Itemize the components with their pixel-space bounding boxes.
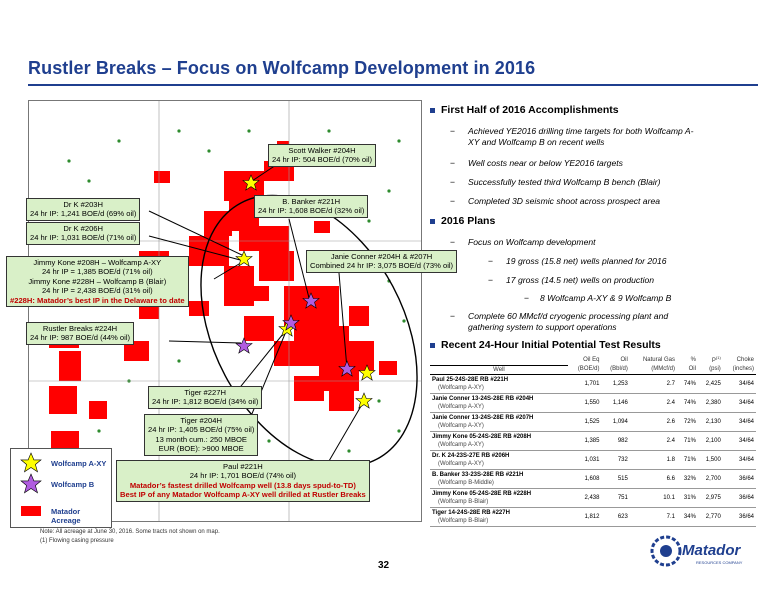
cell-oil: 732 bbox=[601, 450, 629, 469]
dash: − bbox=[488, 256, 494, 266]
col-header: (psi) bbox=[698, 365, 723, 374]
callout-line: Scott Walker #204H bbox=[288, 146, 356, 155]
table-row bbox=[430, 393, 756, 412]
well-name: Tiger 14-24S-28E RB #227H bbox=[432, 509, 510, 516]
callout-line: 24 hr IP: 1,608 BOE/d (32% oil) bbox=[258, 206, 365, 216]
col-header: Oil bbox=[677, 365, 698, 374]
col-header bbox=[430, 354, 568, 365]
dash: − bbox=[450, 158, 456, 168]
cell-oil: 1,253 bbox=[601, 374, 629, 393]
footnote: (1) Flowing casing pressure bbox=[40, 538, 114, 544]
cell-pct: 74% bbox=[677, 393, 698, 412]
table-row bbox=[430, 431, 756, 450]
bullet-square bbox=[430, 219, 435, 224]
legend-star-a bbox=[21, 453, 41, 472]
callout-line: Jimmy Kone #228H – Wolfcamp B (Blair) bbox=[28, 276, 167, 286]
cell-pct: 71% bbox=[677, 431, 698, 450]
col-header: (MMcf/d) bbox=[630, 365, 677, 374]
cell-choke: 34/64 bbox=[723, 412, 756, 431]
cell-well bbox=[430, 374, 568, 393]
cell-boe: 1,812 bbox=[568, 507, 602, 526]
well-zone: (Wolfcamp B-Blair) bbox=[438, 498, 489, 505]
table-row bbox=[430, 507, 756, 526]
page-title: Rustler Breaks – Focus on Wolfcamp Development in 2016 bbox=[28, 58, 536, 78]
footnotes bbox=[40, 528, 220, 546]
cell-pct: 71% bbox=[677, 450, 698, 469]
cell-gas: 2.4 bbox=[630, 393, 677, 412]
callout-line: 24 hr IP: 987 BOE/d (44% oil) bbox=[30, 333, 131, 343]
legend-label-b: Wolfcamp B bbox=[51, 480, 95, 489]
callout-line: 24 hr IP: 1,405 BOE/d (75% oil) bbox=[148, 425, 255, 435]
col-header: % bbox=[690, 356, 696, 363]
dash: − bbox=[488, 275, 494, 285]
callout-b-banker bbox=[254, 195, 368, 218]
legend-acreage-swatch bbox=[21, 506, 41, 516]
callout-janie-conner bbox=[306, 250, 457, 273]
col-header: (inches) bbox=[723, 365, 756, 374]
cell-gas: 2.7 bbox=[630, 374, 677, 393]
footnote: Note: All acreage at June 30, 2016. Some tracts not shown on map. bbox=[40, 529, 220, 535]
star-scott-walker bbox=[243, 175, 259, 190]
col-header: Choke bbox=[736, 356, 754, 363]
callout-line: EUR (BOE): >900 MBOE bbox=[158, 444, 244, 454]
cell-well bbox=[430, 469, 568, 488]
cell-pct: 74% bbox=[677, 374, 698, 393]
callout-line: Tiger #204H bbox=[180, 416, 222, 425]
legend-star-b bbox=[21, 474, 41, 493]
callout-highlight: Matador’s fastest drilled Wolfcamp well (13.8 days spud-to-TD) bbox=[129, 480, 356, 490]
accomplishment-3: Successfully tested third Wolfcamp B bench (Blair) bbox=[468, 177, 661, 187]
well-zone: (Wolfcamp A-XY) bbox=[438, 460, 484, 467]
cell-boe: 2,438 bbox=[568, 488, 602, 507]
cell-well bbox=[430, 431, 568, 450]
callout-line: Rustler Breaks #224H bbox=[42, 324, 118, 333]
callout-scott-walker bbox=[268, 144, 376, 167]
plan-1: Focus on Wolfcamp development bbox=[468, 237, 596, 247]
callout-line: Janie Conner #204H & #207H bbox=[330, 252, 433, 261]
table-row bbox=[430, 412, 756, 431]
dash: − bbox=[450, 237, 456, 247]
col-header: (BOE/d) bbox=[568, 365, 602, 374]
callout-line: 24 hr IP = 2,438 BOE/d (31% oil) bbox=[41, 286, 153, 296]
cell-oil: 982 bbox=[601, 431, 629, 450]
callout-paul bbox=[116, 460, 370, 502]
table-header-row-1 bbox=[430, 354, 756, 365]
logo-subtext: RESOURCES COMPANY bbox=[696, 560, 743, 565]
well-name: Dr. K 24-23S-27E RB #206H bbox=[432, 452, 510, 459]
cell-gas: 10.1 bbox=[630, 488, 677, 507]
logo-wordmark: Matador bbox=[682, 542, 741, 559]
cell-oil: 751 bbox=[601, 488, 629, 507]
plan-5 bbox=[468, 311, 668, 333]
plan-2: 19 gross (15.8 net) wells planned for 2016 bbox=[506, 256, 667, 266]
callout-highlight: Best IP of any Matador Wolfcamp A-XY well drilled at Rustler Breaks bbox=[120, 490, 366, 500]
col-header-p bbox=[698, 354, 723, 365]
p-footnote: (1) bbox=[715, 355, 721, 360]
callout-line: Tiger #227H bbox=[184, 388, 226, 397]
well-name: Paul 25-24S-28E RB #221H bbox=[432, 376, 509, 383]
cell-well bbox=[430, 488, 568, 507]
cell-pct: 34% bbox=[677, 507, 698, 526]
star-banker bbox=[303, 293, 319, 308]
callout-line: 24 hr IP: 504 BOE/d (70% oil) bbox=[272, 155, 373, 165]
callout-line: 24 hr IP = 1,385 BOE/d (71% oil) bbox=[41, 267, 153, 277]
callout-line: Jimmy Kone #208H – Wolfcamp A-XY bbox=[33, 258, 162, 267]
dash: − bbox=[450, 177, 456, 187]
ip-results-table bbox=[430, 354, 756, 527]
accomplishment-4: Completed 3D seismic shoot across prospect area bbox=[468, 196, 661, 206]
dash: − bbox=[450, 126, 456, 136]
well-name: Janie Conner 13-24S-28E RB #204H bbox=[432, 395, 534, 402]
cell-boe: 1,385 bbox=[568, 431, 602, 450]
cell-gas: 2.6 bbox=[630, 412, 677, 431]
cell-choke: 36/64 bbox=[723, 488, 756, 507]
cell-oil: 1,094 bbox=[601, 412, 629, 431]
well-name: Jimmy Kone 05-24S-28E RB #228H bbox=[432, 490, 532, 497]
cell-p: 2,380 bbox=[698, 393, 723, 412]
cell-oil: 1,146 bbox=[601, 393, 629, 412]
cell-well bbox=[430, 450, 568, 469]
star-tiger-227 bbox=[339, 361, 355, 376]
cell-p: 2,975 bbox=[698, 488, 723, 507]
matador-logo bbox=[650, 533, 760, 569]
text-line: Complete 60 MMcf/d cryogenic processing plant and bbox=[468, 311, 669, 321]
page-number: 32 bbox=[378, 560, 390, 571]
accomplishment-1 bbox=[468, 126, 693, 148]
legend-label-a: Wolfcamp A-XY bbox=[51, 459, 107, 468]
callout-line: 24 hr IP: 1,812 BOE/d (34% oil) bbox=[152, 397, 259, 407]
heading-text: 2016 Plans bbox=[441, 215, 496, 227]
callout-jimmy-kone bbox=[6, 256, 189, 307]
cell-boe: 1,550 bbox=[568, 393, 602, 412]
cell-choke: 34/64 bbox=[723, 431, 756, 450]
bullet-square bbox=[430, 108, 435, 113]
cell-p: 2,700 bbox=[698, 469, 723, 488]
table-body bbox=[430, 374, 756, 526]
cell-choke: 36/64 bbox=[723, 469, 756, 488]
callout-line: Paul #221H bbox=[223, 462, 263, 471]
dash: − bbox=[450, 311, 456, 321]
callout-line: 24 hr IP: 1,031 BOE/d (71% oil) bbox=[30, 233, 137, 243]
cell-oil: 515 bbox=[601, 469, 629, 488]
well-name: B. Banker 33-23S-28E RB #221H bbox=[432, 471, 524, 478]
callout-line: B. Banker #221H bbox=[282, 197, 341, 206]
table-row bbox=[430, 374, 756, 393]
star-rustler bbox=[236, 338, 252, 353]
callout-dr-k-203 bbox=[26, 198, 140, 221]
accomplishment-2: Well costs near or below YE2016 targets bbox=[468, 158, 623, 168]
callout-line: 13 month cum.: 250 MBOE bbox=[155, 434, 247, 444]
well-zone: (Wolfcamp A-XY) bbox=[438, 422, 484, 429]
well-zone: (Wolfcamp B-Blair) bbox=[438, 517, 489, 524]
table-row bbox=[430, 488, 756, 507]
bullet-square bbox=[430, 343, 435, 348]
section-heading-plans bbox=[430, 215, 495, 227]
callout-highlight: #228H: Matador’s best IP in the Delaware to date bbox=[10, 295, 185, 305]
col-header: Well bbox=[430, 365, 568, 374]
text-line: gathering system to support operations bbox=[468, 322, 617, 332]
table-header-row-2 bbox=[430, 365, 756, 374]
dash: − bbox=[524, 293, 530, 303]
star-dr-k bbox=[236, 251, 252, 266]
plan-3: 17 gross (14.5 net) wells on production bbox=[506, 275, 655, 285]
cell-well bbox=[430, 412, 568, 431]
cell-boe: 1,031 bbox=[568, 450, 602, 469]
callout-tiger-227 bbox=[148, 386, 262, 409]
star-paul bbox=[356, 393, 372, 408]
cell-choke: 36/64 bbox=[723, 507, 756, 526]
heading-text: First Half of 2016 Accomplishments bbox=[441, 104, 619, 116]
col-header: Natural Gas bbox=[642, 356, 675, 363]
callout-line: Dr K #203H bbox=[63, 200, 104, 209]
cell-gas: 2.4 bbox=[630, 431, 677, 450]
table-row bbox=[430, 469, 756, 488]
heading-text: Recent 24-Hour Initial Potential Test Results bbox=[441, 339, 661, 351]
cell-choke: 34/64 bbox=[723, 393, 756, 412]
callout-line: Combined 24 hr IP: 3,075 BOE/d (73% oil) bbox=[310, 261, 454, 271]
cell-well bbox=[430, 393, 568, 412]
cell-gas: 7.1 bbox=[630, 507, 677, 526]
callout-dr-k-206 bbox=[26, 222, 140, 245]
title-rule bbox=[28, 84, 758, 86]
col-header: Oil bbox=[620, 356, 628, 363]
cell-p: 2,100 bbox=[698, 431, 723, 450]
p-label: P bbox=[711, 358, 716, 364]
well-name: Jimmy Kone 05-24S-28E RB #208H bbox=[432, 433, 532, 440]
cell-boe: 1,701 bbox=[568, 374, 602, 393]
well-zone: (Wolfcamp A-XY) bbox=[438, 403, 484, 410]
section-heading-ip-results bbox=[430, 339, 661, 351]
cell-boe: 1,525 bbox=[568, 412, 602, 431]
well-name: Janie Conner 13-24S-28E RB #207H bbox=[432, 414, 534, 421]
cell-choke: 34/64 bbox=[723, 374, 756, 393]
star-conner bbox=[359, 365, 375, 380]
cell-pct: 31% bbox=[677, 488, 698, 507]
callout-line: 24 hr IP: 1,241 BOE/d (69% oil) bbox=[30, 209, 137, 219]
logo-graphic bbox=[650, 533, 760, 569]
callout-tiger-204 bbox=[144, 414, 258, 456]
table-row bbox=[430, 450, 756, 469]
cell-gas: 6.6 bbox=[630, 469, 677, 488]
cell-pct: 32% bbox=[677, 469, 698, 488]
cell-pct: 72% bbox=[677, 412, 698, 431]
callout-line: Dr K #206H bbox=[63, 224, 104, 233]
text-line: XY and Wolfcamp B on recent wells bbox=[468, 137, 605, 147]
well-zone: (Wolfcamp A-XY) bbox=[438, 384, 484, 391]
cell-p: 1,500 bbox=[698, 450, 723, 469]
plan-4: 8 Wolfcamp A-XY & 9 Wolfcamp B bbox=[540, 293, 672, 303]
col-header: (Bbl/d) bbox=[601, 365, 629, 374]
col-header: Oil Eq bbox=[583, 356, 600, 363]
cell-gas: 1.8 bbox=[630, 450, 677, 469]
well-zone: (Wolfcamp A-XY) bbox=[438, 441, 484, 448]
cell-choke: 34/64 bbox=[723, 450, 756, 469]
cell-well bbox=[430, 507, 568, 526]
well-zone: (Wolfcamp B-Middle) bbox=[438, 479, 494, 486]
cell-p: 2,425 bbox=[698, 374, 723, 393]
dash: − bbox=[450, 196, 456, 206]
callout-line: 24 hr IP: 1,701 BOE/d (74% oil) bbox=[189, 471, 297, 481]
text-line: Achieved YE2016 drilling time targets for both Wolfcamp A- bbox=[468, 126, 694, 136]
cell-p: 2,130 bbox=[698, 412, 723, 431]
cell-boe: 1,608 bbox=[568, 469, 602, 488]
cell-oil: 623 bbox=[601, 507, 629, 526]
section-heading-accomplishments bbox=[430, 104, 619, 116]
legend-label-acreage: Matador Acreage bbox=[51, 507, 81, 525]
map-legend bbox=[10, 448, 112, 528]
callout-rustler-breaks bbox=[26, 322, 134, 345]
cell-p: 2,770 bbox=[698, 507, 723, 526]
